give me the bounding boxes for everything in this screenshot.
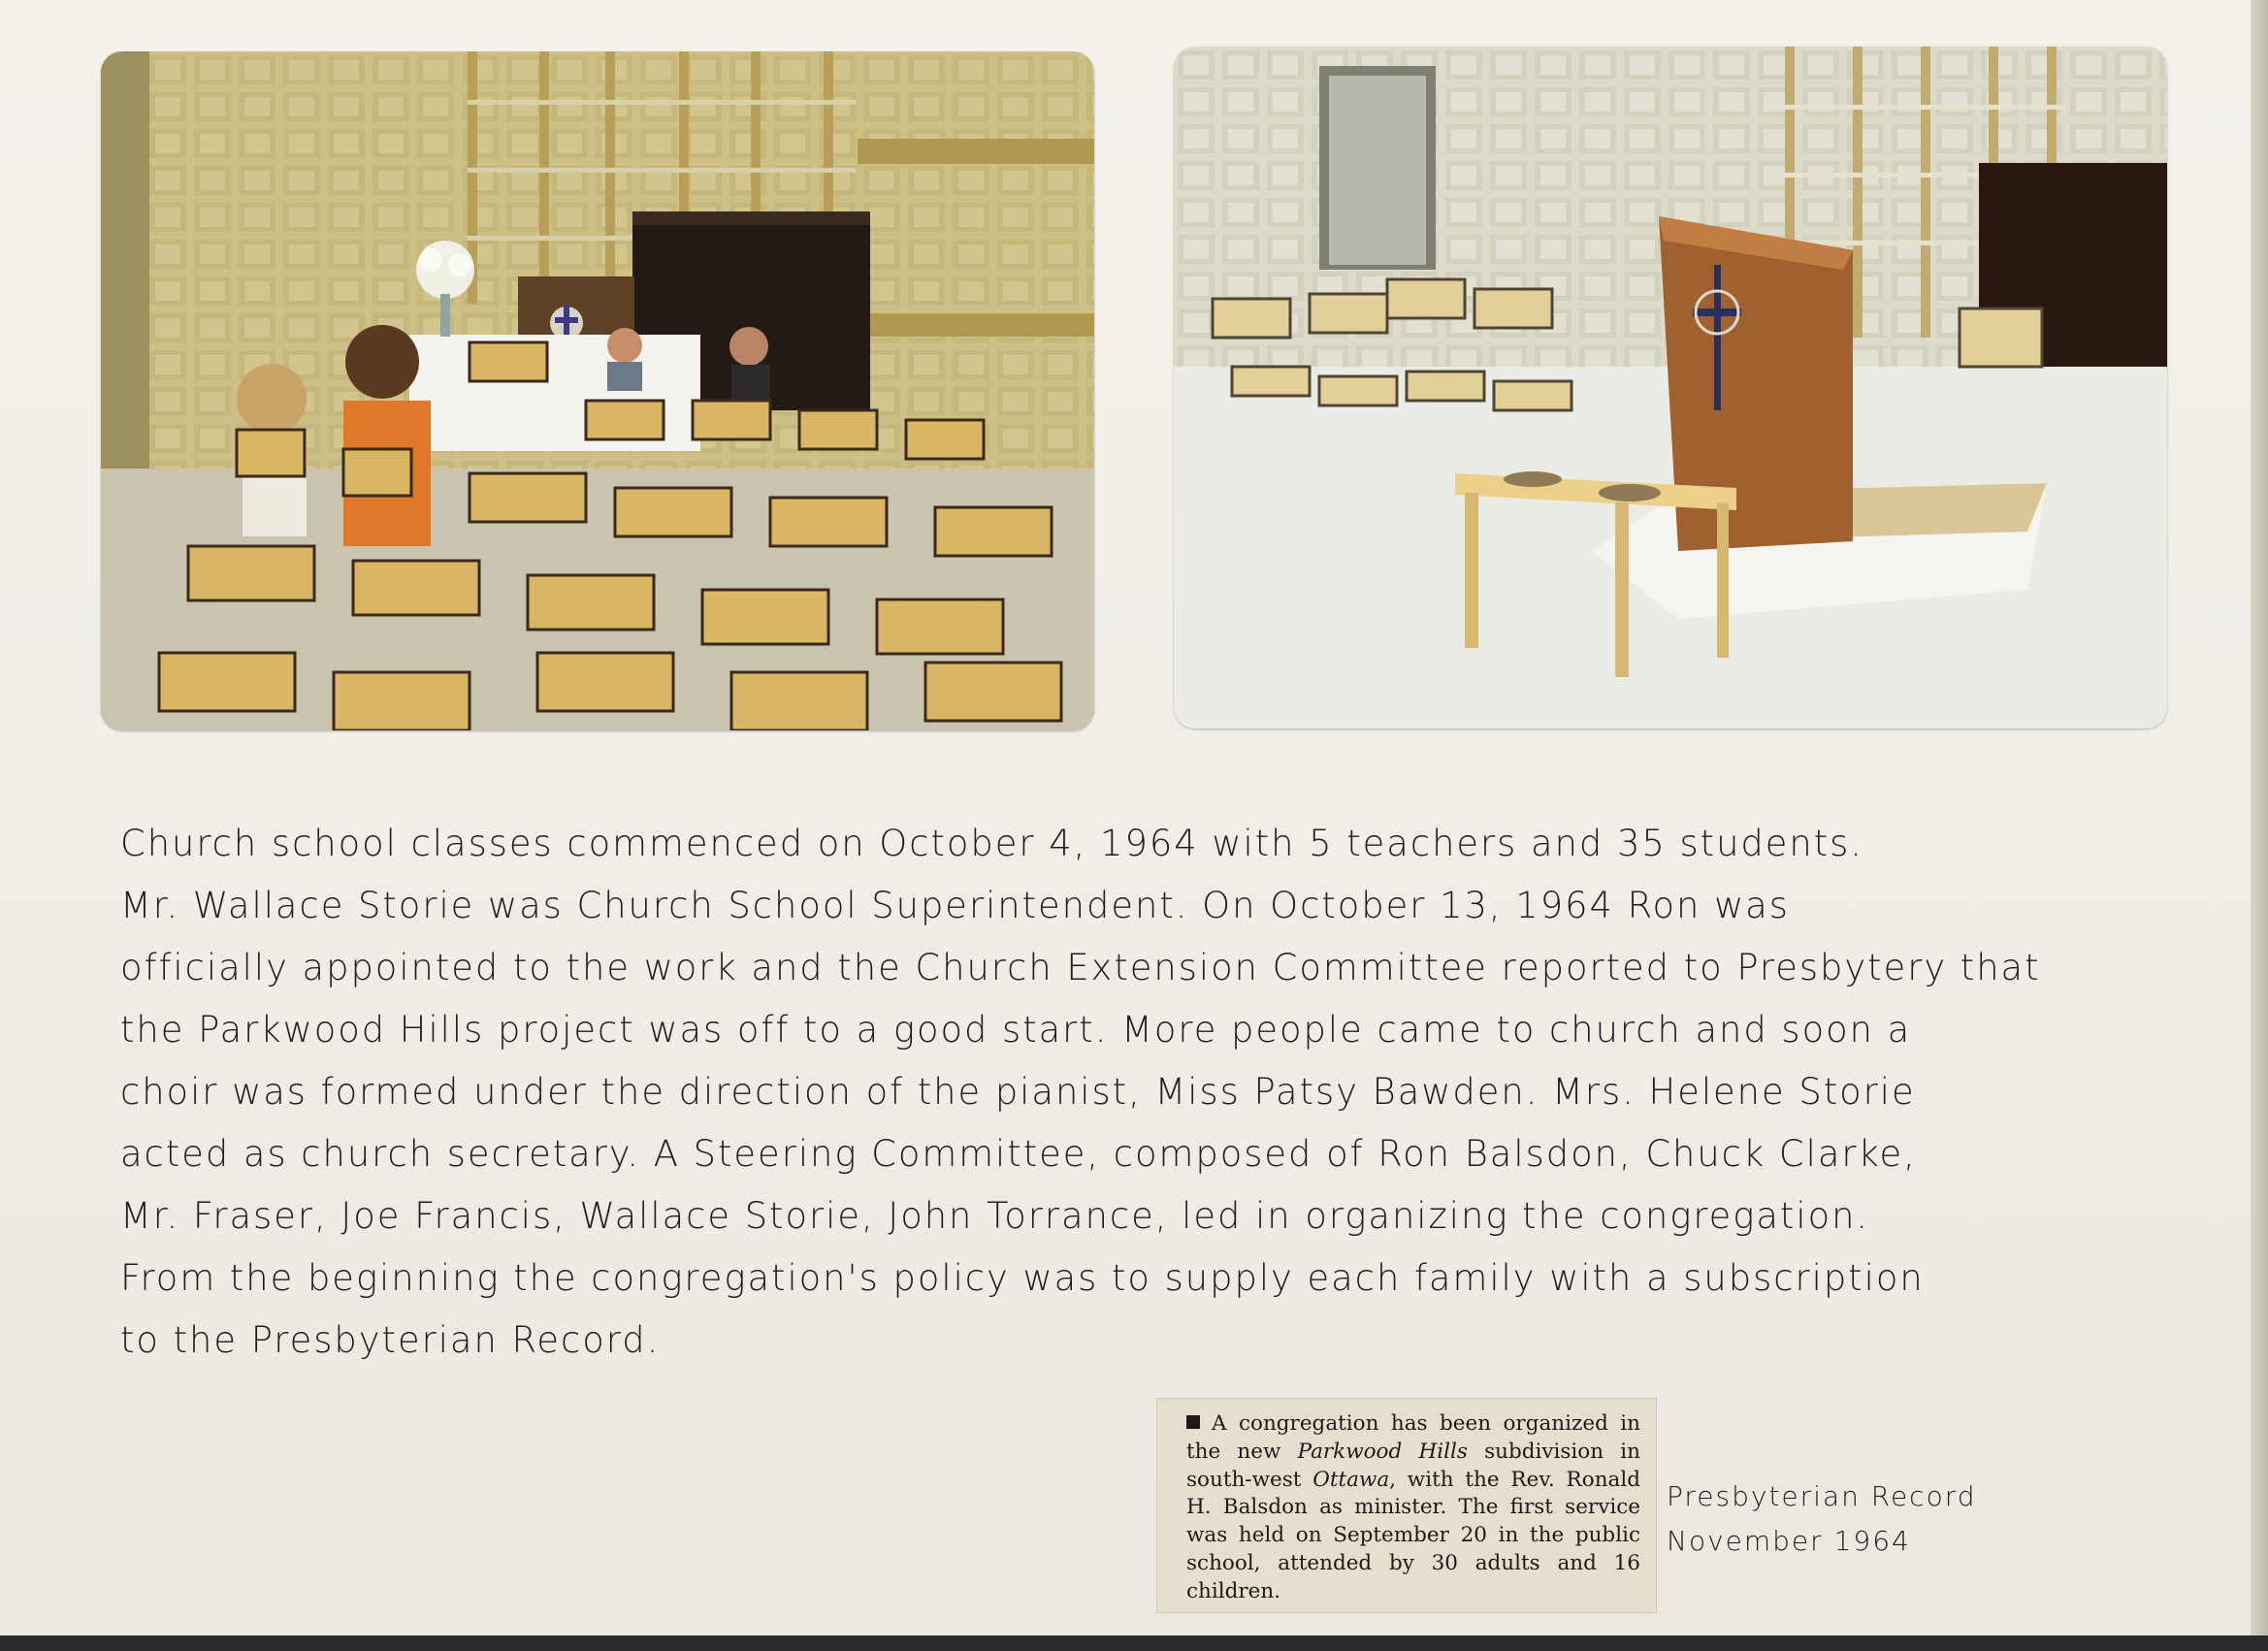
handwritten-line: Mr. Fraser, Joe Francis, Wallace Storie, John Torrance, led in organizing the congregation. — [120, 1195, 1870, 1237]
handwritten-line: to the Presbyterian Record. — [120, 1319, 661, 1361]
clipping-text: A congregation has been organized in the new — [1186, 1411, 1640, 1464]
clipping-text: subdivision in south-west — [1186, 1439, 1640, 1492]
clipping-italic-text: Parkwood Hills — [1297, 1439, 1468, 1464]
handwritten-line: acted as church secretary. A Steering Committee, composed of Ron Balsdon, Chuck Clarke, — [120, 1133, 1917, 1175]
clipping-italic-text: Ottawa — [1312, 1467, 1390, 1492]
caption-date: November 1964 — [1667, 1525, 1911, 1557]
square-bullet-icon — [1186, 1415, 1200, 1429]
photo-church-school-class — [101, 51, 1094, 730]
handwritten-narrative — [120, 813, 2060, 1372]
clipping-source-caption — [1667, 1474, 1977, 1564]
photo-lectern-and-communion-table — [1174, 47, 2167, 728]
album-page-edge — [2251, 0, 2268, 1651]
clipping-text: , with the Rev. Ronald H. Balsdon as minister. The first service was held on September 20 in the public school, attended by 30 adults and 16 children. — [1186, 1467, 1640, 1603]
caption-publication: Presbyterian Record — [1667, 1480, 1977, 1512]
handwritten-line: Mr. Wallace Storie was Church School Superintendent. On October 13, 1964 Ron was — [120, 885, 1790, 926]
handwritten-line: officially appointed to the work and the Church Extension Committee reported to Presbytery that — [120, 947, 2041, 988]
album-page-bottom-edge — [0, 1635, 2268, 1651]
handwritten-line: From the beginning the congregation's policy was to supply each family with a subscription — [120, 1257, 1925, 1299]
newspaper-clipping — [1156, 1398, 1657, 1613]
handwritten-line: Church school classes commenced on October 4, 1964 with 5 teachers and 35 students. — [120, 823, 1864, 864]
handwritten-line: the Parkwood Hills project was off to a good start. More people came to church and soon a — [120, 1009, 1912, 1051]
handwritten-line: choir was formed under the direction of the pianist, Miss Patsy Bawden. Mrs. Helene Storie — [120, 1071, 1916, 1113]
